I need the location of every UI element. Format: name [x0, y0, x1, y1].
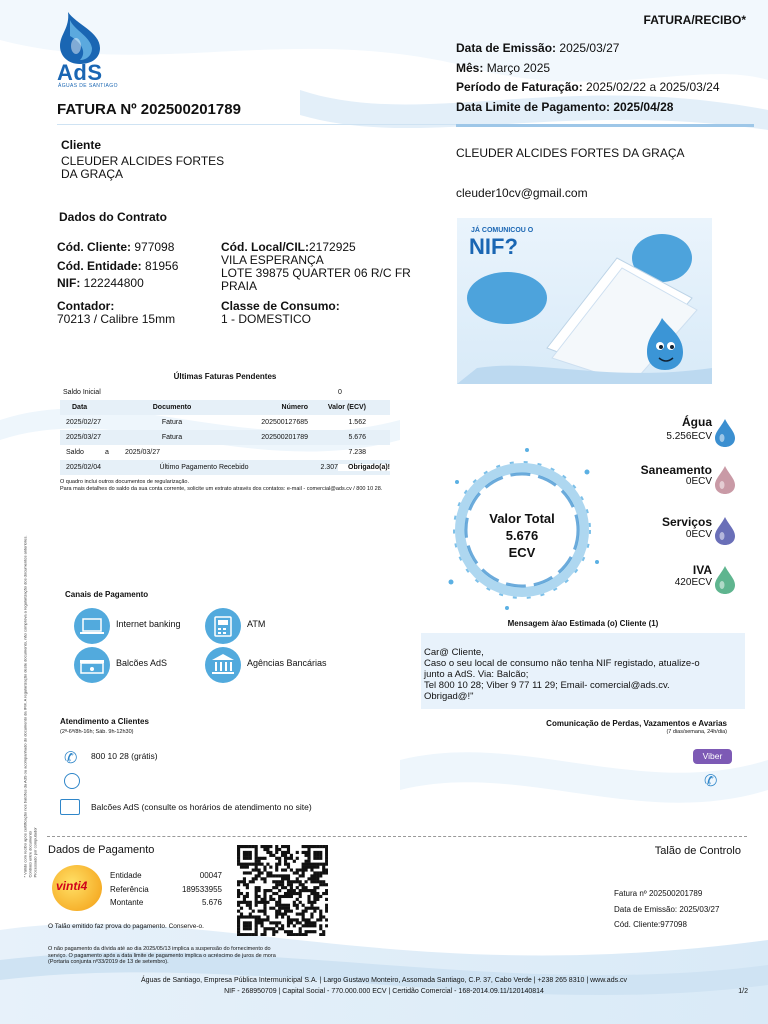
counter-icon: [74, 647, 110, 683]
control-stub-title: Talão de Controlo: [654, 845, 741, 857]
billing-period: Período de Faturação: 2025/02/22 a 2025/03/24: [456, 80, 720, 94]
client-name-full: CLEUDER ALCIDES FORTES DA GRAÇA: [456, 146, 685, 160]
channel-atm: ATM: [247, 619, 266, 629]
payment-amount-label: Montante: [110, 898, 144, 907]
payment-proof-note: O Talão emitido faz prova do pagamento. Conserve-o.: [48, 923, 204, 930]
consumption-class: Classe de Consumo: 1 - DOMESTICO: [221, 299, 340, 326]
local-code: Cód. Local/CIL:2172925 VILA ESPERANÇA LOTE 39875 QUARTER 06 R/C FR PRAIA: [221, 240, 411, 293]
payment-entity-label: Entidade: [110, 871, 142, 880]
support-counters: Balcões AdS (consulte os horários de atendimento no site): [91, 802, 312, 812]
bank-icon: [205, 647, 241, 683]
losses-hours: (7 dias/semana, 24h/dia): [666, 729, 727, 735]
service-vat-name: IVA: [692, 563, 712, 577]
sanitation-drop-icon: [714, 465, 736, 495]
channel-banks: Agências Bancárias: [247, 658, 327, 668]
atm-icon: [205, 608, 241, 644]
laptop-icon: [74, 608, 110, 644]
support-phone: 800 10 28 (grátis): [91, 751, 158, 761]
entity-code: Cód. Entidade: 81956: [57, 259, 179, 273]
header-accent-bar: [456, 124, 754, 127]
counter-small-icon: [60, 799, 80, 815]
payment-amount: 5.676: [201, 898, 222, 907]
message-title: Mensagem à/ao Estimada (o) Cliente (1): [507, 619, 659, 628]
promo-illustration: [457, 218, 712, 384]
support-title: Atendimento a Clientes: [60, 717, 149, 726]
viber-badge-icon: Viber: [693, 749, 732, 764]
payment-ref-label: Referência: [110, 885, 149, 894]
payment-channels-title: Canais de Pagamento: [65, 590, 149, 599]
payment-reference: 189533955: [181, 885, 222, 894]
invoice-title: FATURA Nº 202500201789: [57, 101, 241, 118]
footer-legal: NIF - 268950709 | Capital Social - 770.000.000 ECV | Certidão Comercial - 168-2014.09.11/120140814: [224, 988, 544, 995]
payment-qr-code: [237, 845, 328, 936]
channel-internet-banking: Internet banking: [116, 619, 181, 629]
service-services-value: 0ECV: [685, 529, 712, 540]
pending-note: O quadro inclui outros documentos de regularização. Para mais detalhes do saldo da sua conta corrente, solicite um extrato através dos contatos: e-mail - comercial@ads.cv / 800 10 28.: [60, 479, 383, 492]
cut-line: [47, 836, 747, 837]
balance-row: Saldo a 2025/03/27 7.238: [66, 449, 366, 456]
promo-title: NIF?: [469, 234, 518, 259]
nif-promo-banner: [457, 218, 712, 384]
losses-title: Comunicação de Perdas, Vazamentos e Avarias: [546, 719, 727, 728]
service-services-name: Serviços: [661, 515, 712, 529]
payment-limit-date: Data Limite de Pagamento: 2025/04/28: [456, 100, 674, 114]
phone-icon: ✆: [64, 750, 78, 767]
service-water-value: 5.256ECV: [666, 431, 712, 442]
brand-subtitle: ÁGUAS DE SANTIAGO: [58, 83, 118, 89]
document-type: FATURA/RECIBO*: [643, 13, 746, 27]
client-email: cleuder10cv@gmail.com: [456, 186, 588, 200]
meter-info: Contador: 70213 / Calibre 15mm: [57, 299, 176, 326]
payment-entity: 00047: [199, 871, 222, 880]
channel-ads-counters: Balcões AdS: [116, 658, 168, 668]
ads-logo-drop-icon: [56, 10, 104, 66]
page-number: 1/2: [738, 988, 748, 995]
client-code: Cód. Cliente: 977098: [57, 240, 175, 254]
payment-data-title: Dados de Pagamento: [48, 844, 155, 856]
stub-emission: Data de Emissão: 2025/03/27: [614, 905, 720, 914]
customer-message: Car@ Cliente, Caso o seu local de consumo não tenha NIF registado, atualize-o junto a AdS. Via: Balcão; Tel 800 10 28; Viber 9 77 11 29; Email- comercial@ads.cv. Obrigad@!": [421, 633, 745, 709]
contract-section-title: Dados do Contrato: [59, 210, 167, 224]
services-drop-icon: [714, 516, 736, 546]
table-row: 2025/03/27 Fatura 202500201789 5.676: [60, 430, 390, 445]
client-section-title: Cliente: [61, 138, 102, 152]
billing-month: Mês: Março 2025: [456, 61, 551, 75]
last-payment-row: 2025/02/04 Último Pagamento Recebido 2.307 Obrigado(a)!: [60, 460, 390, 475]
service-vat-value: 420ECV: [674, 577, 712, 588]
water-drop-icon: [714, 418, 736, 448]
service-sanitation-value: 0ECV: [685, 476, 712, 487]
vinti4-logo-icon: vinti4: [52, 865, 102, 911]
side-legal-note: * Válido com recibo após certificação nos balcões da AdS ou acompanhado do documento da IFM. A regularização deste documento, não comprova a regularização dos documentos anteriores. Contrato entre documento Processado por computador: [22, 535, 38, 878]
pending-invoices-table: Últimas Faturas Pendentes Saldo Inicial 0 Data Documento Número Valor (ECV) 2025/02/27 Fatura 202500127685 1.562 2025/03/27 Fatura 202500201789 5.676 Saldo a 2025/03/27 7.238 2025/02/04 Último Pagamento Recebido 2.307 Obrigado(a)! O quadro inclui outros documentos de regularização. Para mais detalhes do saldo da sua conta corrente, solicite um extrato através dos contatos: e-mail - comercial@ads.cv / 800 10 28.: [60, 372, 390, 492]
brand-logo-text: AdS: [57, 60, 103, 85]
emission-date: Data de Emissão: 2025/03/27: [456, 41, 620, 55]
service-water-name: Água: [682, 415, 712, 429]
support-hours: (2ª-6ª/8h-16h; Sáb. 9h-12h30): [60, 729, 134, 735]
table-row: 2025/02/27 Fatura 202500127685 1.562: [66, 419, 366, 426]
stub-invoice: Fatura nº 202500201789: [614, 889, 703, 898]
phone-losses-icon: ✆: [704, 773, 718, 790]
client-name: CLEUDER ALCIDES FORTES DA GRAÇA: [61, 154, 225, 181]
promo-heading: JÁ COMUNICOU O: [471, 227, 534, 234]
footer-company: Águas de Santiago, Empresa Pública Intermunicipal S.A. | Largo Gustavo Monteiro, Assomada Santiago, C.P. 37, Cabo Verde | +238 265 8310 | www.ads.cv: [140, 977, 628, 984]
service-sanitation-name: Saneamento: [640, 463, 712, 477]
late-payment-note: O não pagamento da dívida até ao dia 2025/05/13 implica a suspensão do fornecimento do serviço. O pagamento após a data limite de pagamento implica o acréscimo de juros de mora (Portaria conjunta nº33/2019 de 13 de setembro).: [48, 946, 276, 965]
total-amount: Valor Total 5.676 ECV: [489, 511, 555, 560]
vat-drop-icon: [714, 565, 736, 595]
stub-client-code: Cód. Cliente:977098: [614, 920, 687, 929]
initial-balance-row: Saldo Inicial 0: [63, 389, 342, 396]
pending-table-header: Data Documento Número Valor (ECV): [60, 400, 390, 415]
viber-circle-icon: [64, 773, 80, 789]
nif-number: NIF: 122244800: [57, 276, 144, 290]
